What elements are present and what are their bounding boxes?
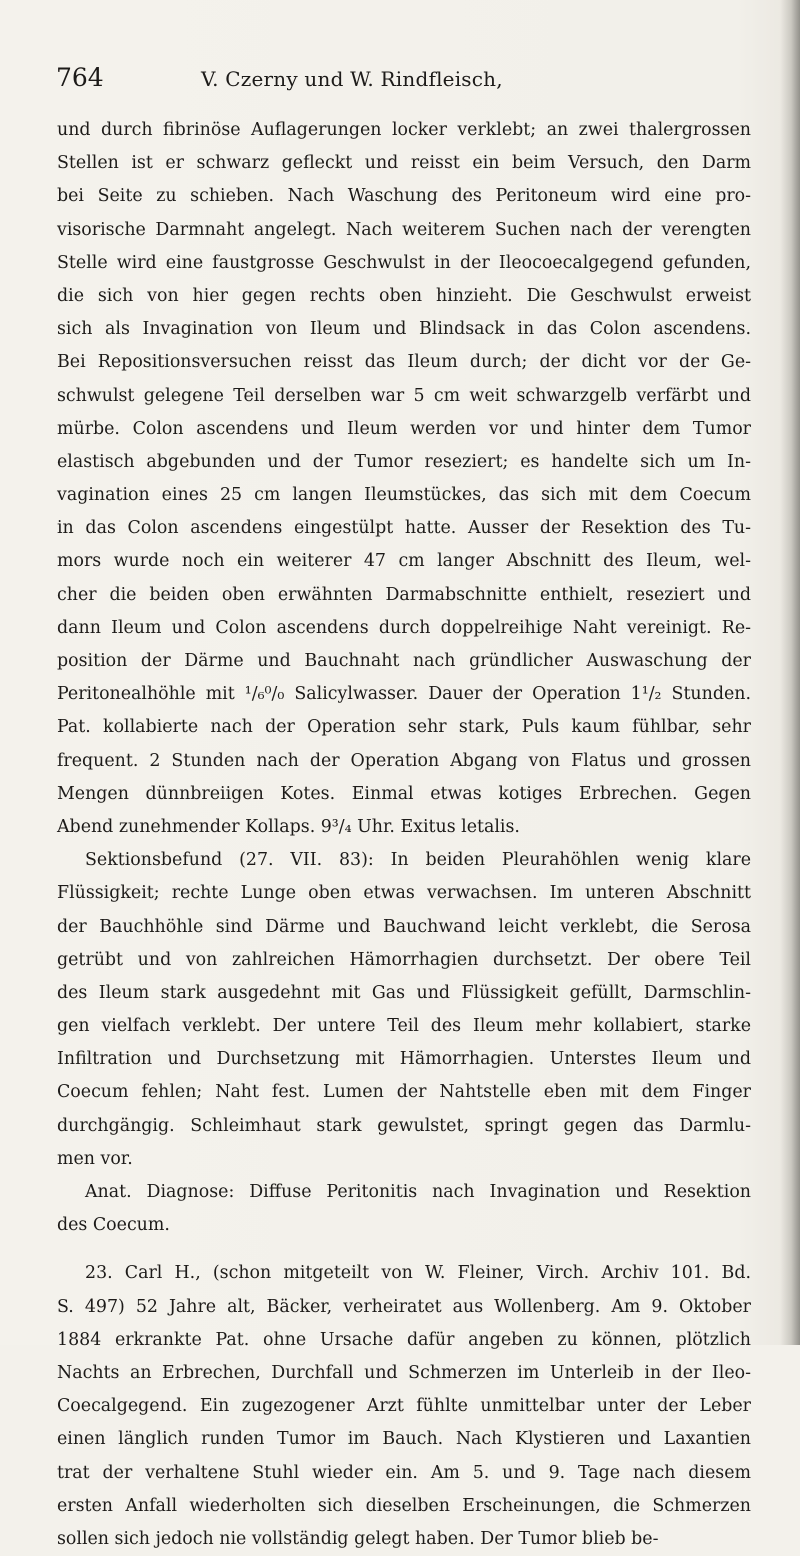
text-line: Sektionsbefund (27. VII. 83): In beiden Pleurahöhlen wenig klare [85,850,751,871]
paragraph [57,1257,751,1556]
page-number: 764 [56,63,104,92]
text-line: Mengen dünnbreiigen Kotes. Einmal etwas kotiges Erbrechen. Gegen [57,783,751,804]
text-line: Anat. Diagnose: Diffuse Peritonitis nach Invagination und Resektion [85,1182,751,1202]
text-line: elastisch abgebunden und der Tumor reseziert; es handelte sich um In- [57,451,751,472]
text-line: Infiltration und Durchsetzung mit Hämorrhagien. Unterstes Ileum und [57,1049,751,1070]
text-line: Peritonealhöhle mit ¹/₆⁰/₀ Salicylwasser. Dauer der Operation 1¹/₂ Stunden. [57,684,751,705]
text-line: und durch fibrinöse Auflagerungen locker verklebt; an zwei thalergrossen [57,120,751,140]
text-line: ersten Anfall wiederholten sich dieselben Erscheinungen, die Schmerzen [57,1495,751,1516]
text-line: mors wurde noch ein weiterer 47 cm langer Abschnitt des Ileum, wel- [57,551,751,572]
paragraph [57,1176,751,1242]
text-line: position der Därme und Bauchnaht nach gründlicher Auswaschung der [57,651,751,671]
text-line: Stelle wird eine faustgrosse Geschwulst in der Ileocoecalgegend gefunden, [57,252,751,273]
text-line: Pat. kollabierte nach der Operation sehr stark, Puls kaum fühlbar, sehr [57,717,751,738]
text-line: dann Ileum und Colon ascendens durch doppelreihige Naht vereinigt. Re- [57,617,751,638]
paragraph [57,844,751,1176]
text-line: gen vielfach verklebt. Der untere Teil des Ileum mehr kollabiert, starke [57,1016,751,1037]
text-line: einen länglich runden Tumor im Bauch. Nach Klystieren und Laxantien [57,1429,751,1450]
text-line: visorische Darmnaht angelegt. Nach weiterem Suchen nach der verengten [57,219,751,240]
text-line: Bei Repositionsversuchen reisst das Ileum durch; der dicht vor der Ge- [57,352,751,373]
text-line: bei Seite zu schieben. Nach Waschung des Peritoneum wird eine pro- [57,186,751,207]
text-line: 1884 erkrankte Pat. ohne Ursache dafür angeben zu können, plötzlich [57,1329,751,1350]
page-header [56,60,756,100]
text-line: des Ileum stark ausgedehnt mit Gas und Flüssigkeit gefüllt, Darmschlin- [57,982,751,1003]
text-line: men vor. [57,1148,133,1169]
text-line: Flüssigkeit; rechte Lunge oben etwas verwachsen. Im unteren Abschnitt [57,883,751,904]
text-line: des Coecum. [57,1215,170,1236]
text-line: trat der verhaltene Stuhl wieder ein. Am 5. und 9. Tage nach diesem [57,1462,751,1483]
text-line: in das Colon ascendens eingestülpt hatte. Ausser der Resektion des Tu- [57,518,751,539]
text-line: durchgängig. Schleimhaut stark gewulstet, springt gegen das Darmlu- [57,1115,751,1136]
text-line: Nachts an Erbrechen, Durchfall und Schmerzen im Unterleib in der Ileo- [57,1362,751,1383]
text-line: schwulst gelegene Teil derselben war 5 cm weit schwarzgelb verfärbt und [57,385,751,406]
text-line: vagination eines 25 cm langen Ileumstückes, das sich mit dem Coecum [57,485,751,506]
text-line: S. 497) 52 Jahre alt, Bäcker, verheiratet aus Wollenberg. Am 9. Oktober [57,1296,751,1317]
text-line: sollen sich jedoch nie vollständig gelegt haben. Der Tumor blieb be- [57,1528,659,1549]
paragraph [57,114,751,844]
text-line: Coecalgegend. Ein zugezogener Arzt fühlte unmittelbar unter der Leber [57,1396,751,1417]
paragraph-gap [57,1242,751,1257]
running-head: V. Czerny und W. Rindfleisch, [201,67,503,91]
text-line: cher die beiden oben erwähnten Darmabschnitte enthielt, reseziert und [57,584,751,605]
text-line: die sich von hier gegen rechts oben hinzieht. Die Geschwulst erweist [57,285,751,306]
text-line: der Bauchhöhle sind Därme und Bauchwand leicht verklebt, die Serosa [57,916,751,937]
page-edge-shadow [780,0,800,1345]
body-text [57,114,751,1556]
text-line: mürbe. Colon ascendens und Ileum werden vor und hinter dem Tumor [57,418,751,439]
text-line: getrübt und von zahlreichen Hämorrhagien durchsetzt. Der obere Teil [57,949,751,970]
text-line: sich als Invagination von Ileum und Blindsack in das Colon ascendens. [57,319,751,340]
text-line: Abend zunehmender Kollaps. 9³/₄ Uhr. Exitus letalis. [57,816,520,837]
text-line: Stellen ist er schwarz gefleckt und reisst ein beim Versuch, den Darm [57,153,751,174]
text-line: 23. Carl H., (schon mitgeteilt von W. Fleiner, Virch. Archiv 101. Bd. [85,1263,751,1284]
text-line: Coecum fehlen; Naht fest. Lumen der Nahtstelle eben mit dem Finger [57,1082,751,1103]
text-line: frequent. 2 Stunden nach der Operation Abgang von Flatus und grossen [57,750,751,771]
